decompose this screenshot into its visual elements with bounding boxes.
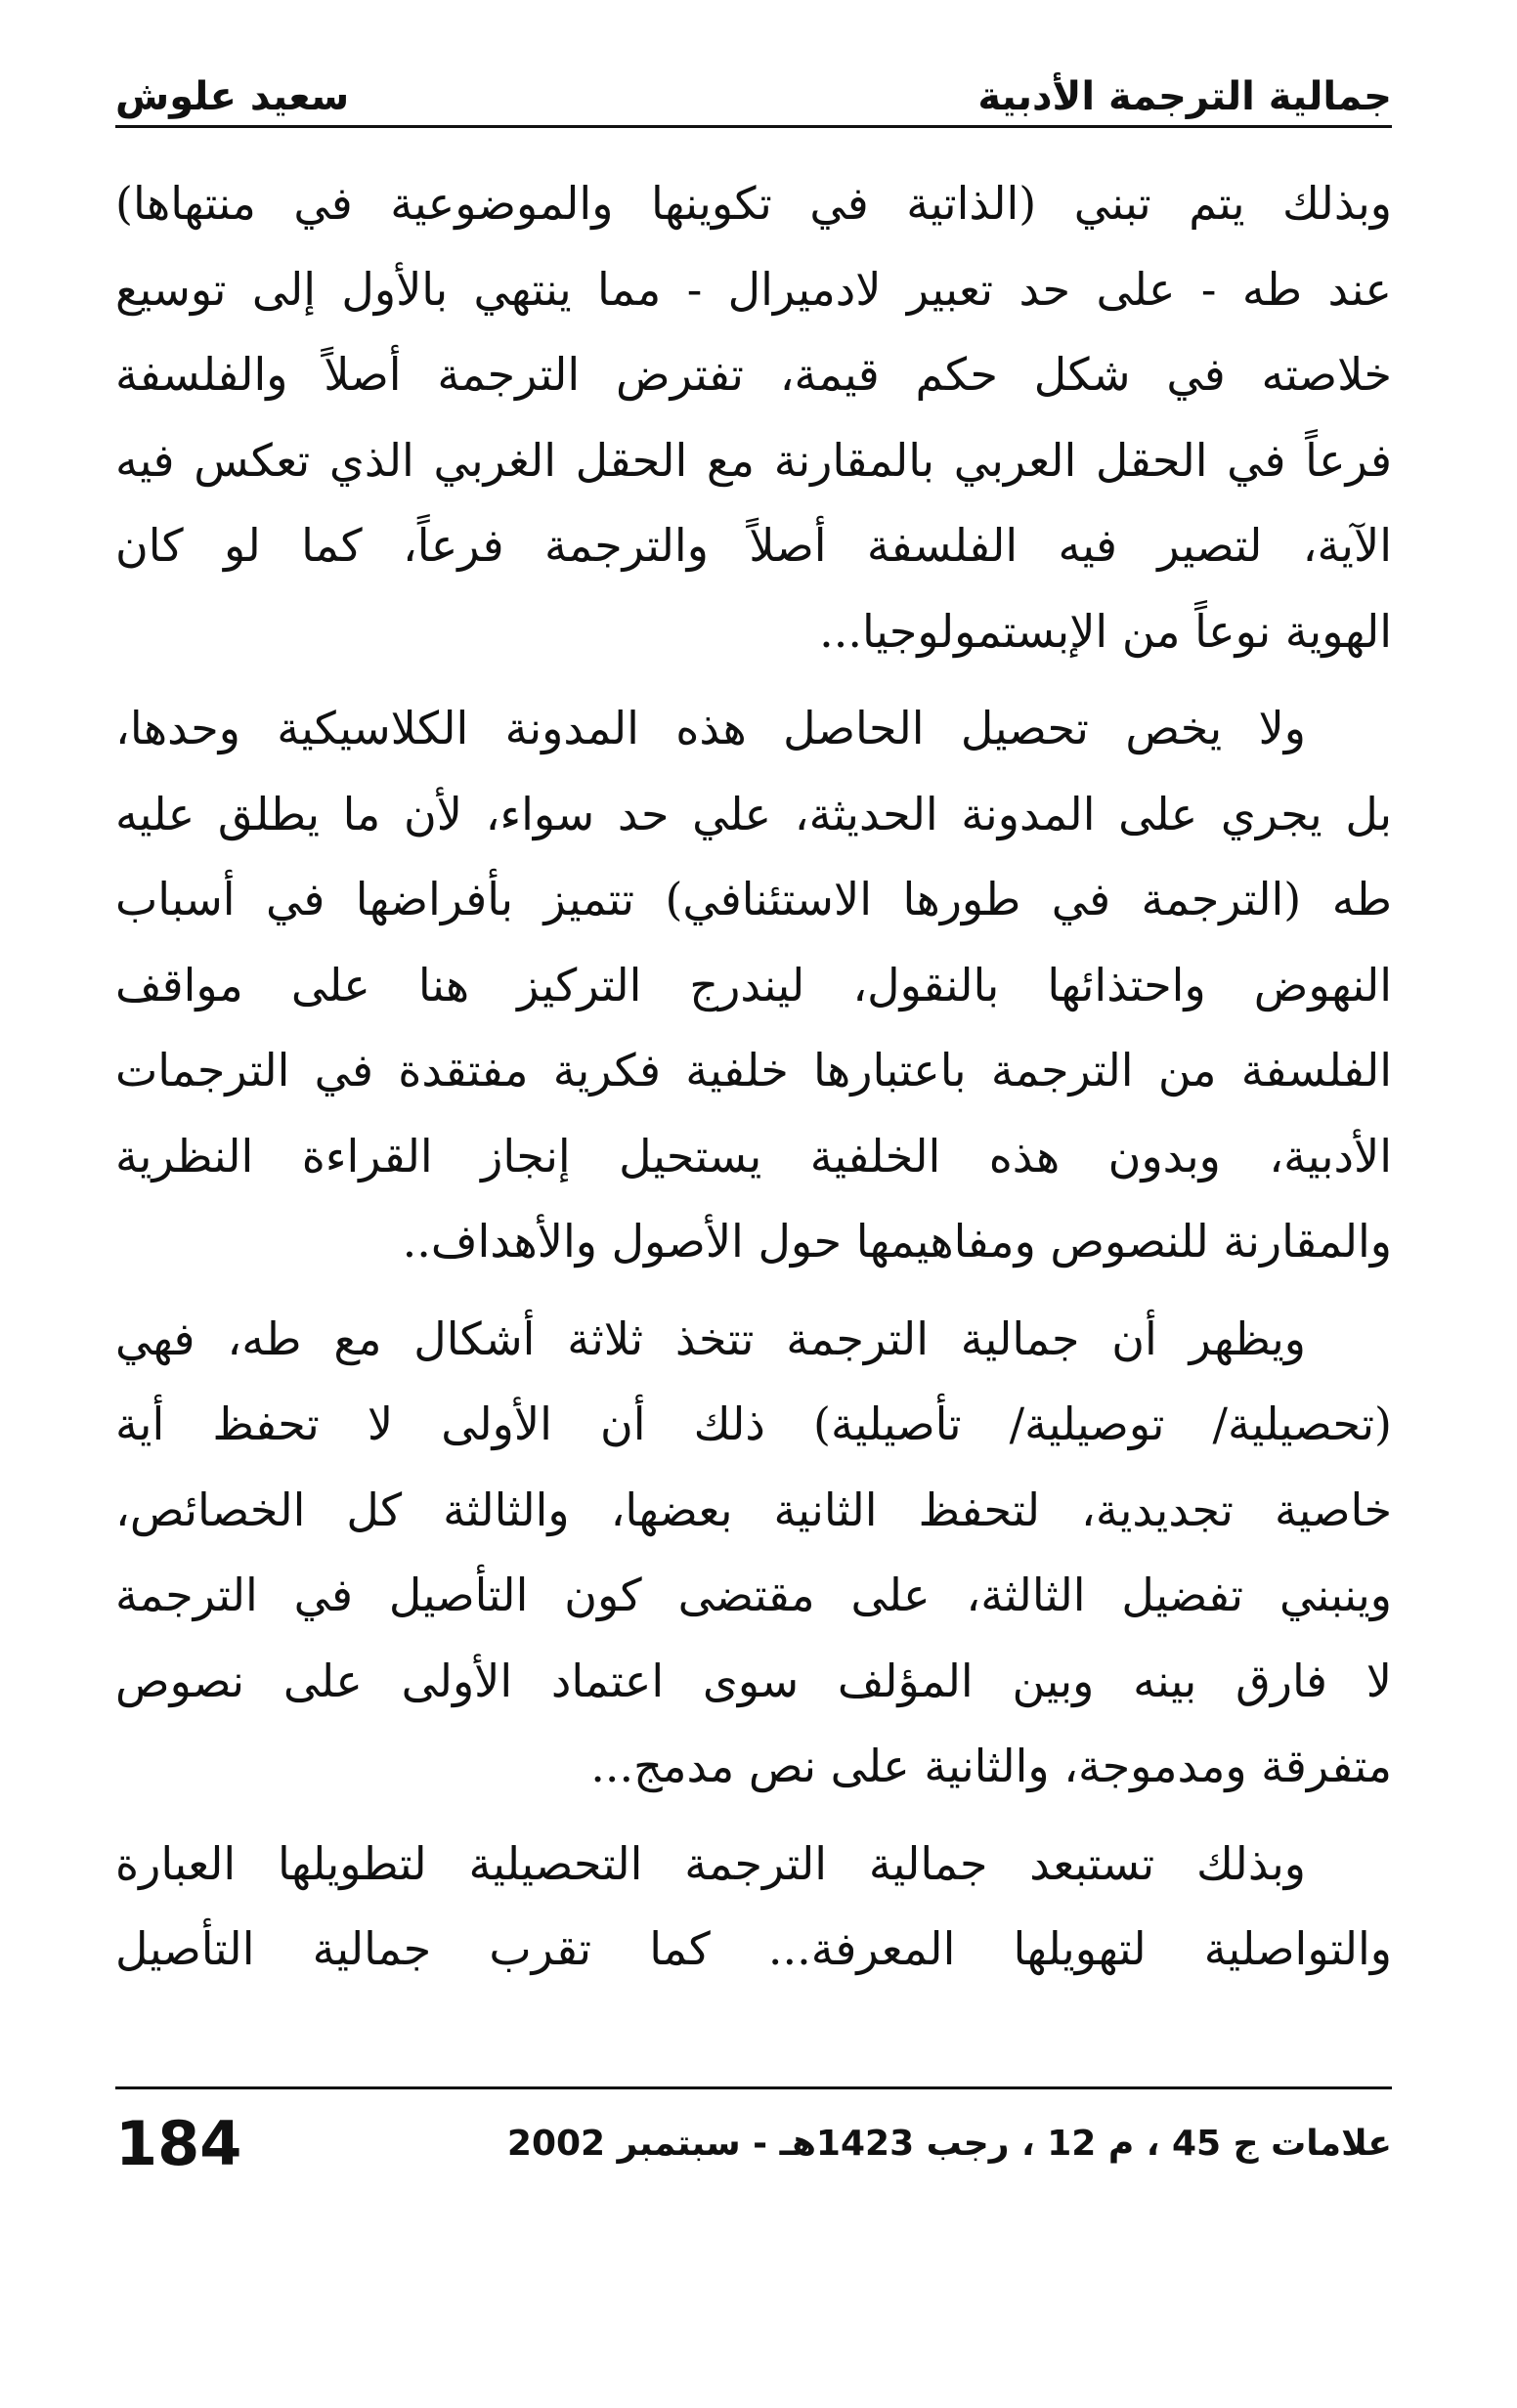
text-line: ولا يخص تحصيل الحاصل هذه المدونة الكلاسيكية وحدها،	[115, 702, 1306, 754]
header-rule	[115, 125, 1392, 128]
text-line: (تحصيلية/ توصيلية/ تأصيلية) ذلك أن الأولى لا تحفظ أية	[115, 1398, 1392, 1450]
header-author: سعيد علوش	[115, 74, 350, 119]
text-line: ويظهر أن جمالية الترجمة تتخذ ثلاثة أشكال مع طه، فهي	[115, 1312, 1306, 1365]
issue-info: علامات ج 45 ، م 12 ، رجب 1423هـ - سبتمبر 2002	[506, 2123, 1392, 2164]
text-line: فرعاً في الحقل العربي بالمقارنة مع الحقل الغربي الذي تعكس فيه	[115, 433, 1392, 487]
text-line: بل يجري على المدونة الحديثة، علي حد سواء، لأن ما يطلق عليه	[115, 787, 1392, 840]
text-line: لا فارق بينه وبين المؤلف سوى اعتماد الأولى على نصوص	[115, 1654, 1392, 1707]
text-line: الآية، لتصير فيه الفلسفة أصلاً والترجمة فرعاً، كما لو كان	[115, 519, 1392, 572]
text-line: والتواصلية لتهويلها المعرفة... كما تقرب جمالية التأصيل	[115, 1922, 1392, 1975]
paragraph-2	[115, 686, 1392, 1285]
text-line: طه (الترجمة في طورها الاستئنافي) تتميز بأفراضها في أسباب	[115, 873, 1392, 925]
text-line: وبذلك يتم تبني (الذاتية في تكوينها والموضوعية في منتهاها)	[115, 177, 1392, 230]
body-text	[115, 161, 1392, 2086]
text-line: الأدبية، وبدون هذه الخلفية يستحيل إنجاز القراءة النظرية	[115, 1129, 1392, 1182]
text-line: وبذلك تستبعد جمالية الترجمة التحصيلية لتطويلها العبارة	[115, 1836, 1306, 1890]
paragraph-1	[115, 161, 1392, 674]
paragraph-4	[115, 1822, 1392, 1993]
paragraph-3	[115, 1297, 1392, 1810]
text-line: عند طه - على حد تعبير لادميرال - مما ينتهي بالأول إلى توسيع	[115, 262, 1392, 316]
running-footer	[115, 2089, 1392, 2197]
text-line: النهوض واحتذائها بالنقول، ليندرج التركيز هنا على مواقف	[115, 958, 1392, 1011]
text-line: متفرقة ومدموجة، والثانية على نص مدمج...	[590, 1740, 1392, 1792]
text-line: وينبني تفضيل الثالثة، على مقتضى كون التأصيل في الترجمة	[115, 1569, 1392, 1621]
text-line: والمقارنة للنصوص ومفاهيمها حول الأصول والأهداف..	[402, 1215, 1392, 1268]
text-line: خاصية تجديدية، لتحفظ الثانية بعضها، والثالثة كل الخصائص،	[115, 1483, 1392, 1536]
text-line: الفلسفة من الترجمة باعتبارها خلفية فكرية مفتقدة في الترجمات	[115, 1044, 1392, 1096]
page-number: 184	[115, 2107, 242, 2179]
running-header	[115, 39, 1392, 119]
text-line: الهوية نوعاً من الإبستمولوجيا...	[819, 604, 1392, 658]
document-page	[115, 39, 1392, 2369]
header-title: جمالية الترجمة الأدبية	[977, 74, 1392, 119]
text-line: خلاصته في شكل حكم قيمة، تفترض الترجمة أصلاً والفلسفة	[115, 348, 1392, 401]
